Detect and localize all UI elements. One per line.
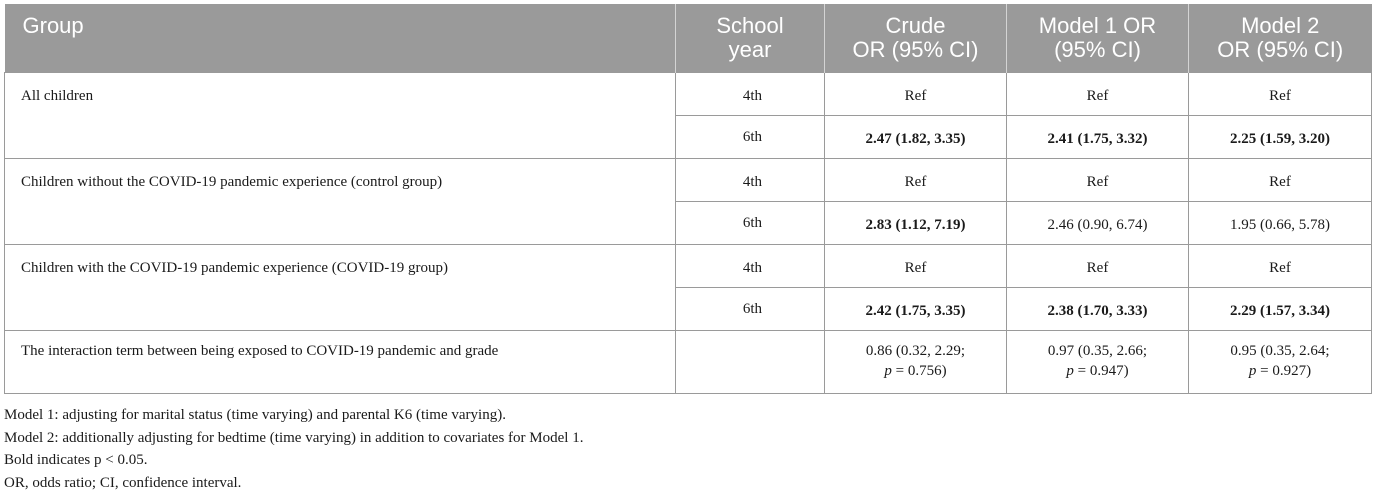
table-row bbox=[5, 73, 1372, 116]
model2-or-cell: 1.95 (0.66, 5.78) bbox=[1189, 202, 1372, 245]
model2-or-interaction-cell: 0.95 (0.35, 2.64; p = 0.927) bbox=[1189, 331, 1372, 394]
group-label: Children without the COVID-19 pandemic experience (control group) bbox=[5, 159, 676, 245]
model1-or-interaction-cell: 0.97 (0.35, 2.66; p = 0.947) bbox=[1007, 331, 1189, 394]
table-row bbox=[5, 159, 1372, 202]
school-year-cell: 4th bbox=[676, 73, 825, 116]
footnote-model2: Model 2: additionally adjusting for bedtime (time varying) in addition to covariates for Model 1. bbox=[4, 429, 584, 446]
model2-or-cell: Ref bbox=[1189, 159, 1372, 202]
model2-or-cell: Ref bbox=[1189, 73, 1372, 116]
school-year-cell: 4th bbox=[676, 245, 825, 288]
crude-or-cell: Ref bbox=[825, 73, 1007, 116]
header-school-year: School year bbox=[676, 4, 825, 73]
header-model2-or: Model 2 OR (95% CI) bbox=[1189, 4, 1372, 73]
footnote-model1: Model 1: adjusting for marital status (time varying) and parental K6 (time varying). bbox=[4, 407, 506, 423]
crude-or-cell: Ref bbox=[825, 245, 1007, 288]
model2-or-cell: 2.25 (1.59, 3.20) bbox=[1189, 116, 1372, 159]
footnote-abbreviations: OR, odds ratio; CI, confidence interval. bbox=[4, 474, 242, 491]
model1-or-cell: 2.38 (1.70, 3.33) bbox=[1007, 288, 1189, 331]
header-model1-or: Model 1 OR (95% CI) bbox=[1007, 4, 1189, 73]
table-footnotes bbox=[4, 404, 583, 494]
model2-or-cell: 2.29 (1.57, 3.34) bbox=[1189, 288, 1372, 331]
header-crude-or: Crude OR (95% CI) bbox=[825, 4, 1007, 73]
group-label: Children with the COVID-19 pandemic experience (COVID-19 group) bbox=[5, 245, 676, 331]
school-year-cell: 6th bbox=[676, 288, 825, 331]
school-year-cell: 6th bbox=[676, 116, 825, 159]
school-year-cell: 4th bbox=[676, 159, 825, 202]
header-group: Group bbox=[5, 4, 676, 73]
crude-or-cell: 2.42 (1.75, 3.35) bbox=[825, 288, 1007, 331]
school-year-cell-empty bbox=[676, 331, 825, 394]
crude-or-cell: 2.83 (1.12, 7.19) bbox=[825, 202, 1007, 245]
model2-or-cell: Ref bbox=[1189, 245, 1372, 288]
school-year-cell: 6th bbox=[676, 202, 825, 245]
table-row bbox=[5, 245, 1372, 288]
model1-or-cell: Ref bbox=[1007, 159, 1189, 202]
model1-or-cell: 2.41 (1.75, 3.32) bbox=[1007, 116, 1189, 159]
crude-or-interaction-cell: 0.86 (0.32, 2.29; p = 0.756) bbox=[825, 331, 1007, 394]
interaction-label: The interaction term between being exposed to COVID-19 pandemic and grade bbox=[5, 331, 676, 394]
group-label: All children bbox=[5, 73, 676, 159]
table-header-row bbox=[5, 4, 1372, 73]
table-row-interaction bbox=[5, 331, 1372, 394]
odds-ratio-table bbox=[4, 4, 1372, 394]
crude-or-cell: 2.47 (1.82, 3.35) bbox=[825, 116, 1007, 159]
model1-or-cell: 2.46 (0.90, 6.74) bbox=[1007, 202, 1189, 245]
model1-or-cell: Ref bbox=[1007, 73, 1189, 116]
footnote-bold: Bold indicates p < 0.05. bbox=[4, 452, 148, 468]
crude-or-cell: Ref bbox=[825, 159, 1007, 202]
model1-or-cell: Ref bbox=[1007, 245, 1189, 288]
